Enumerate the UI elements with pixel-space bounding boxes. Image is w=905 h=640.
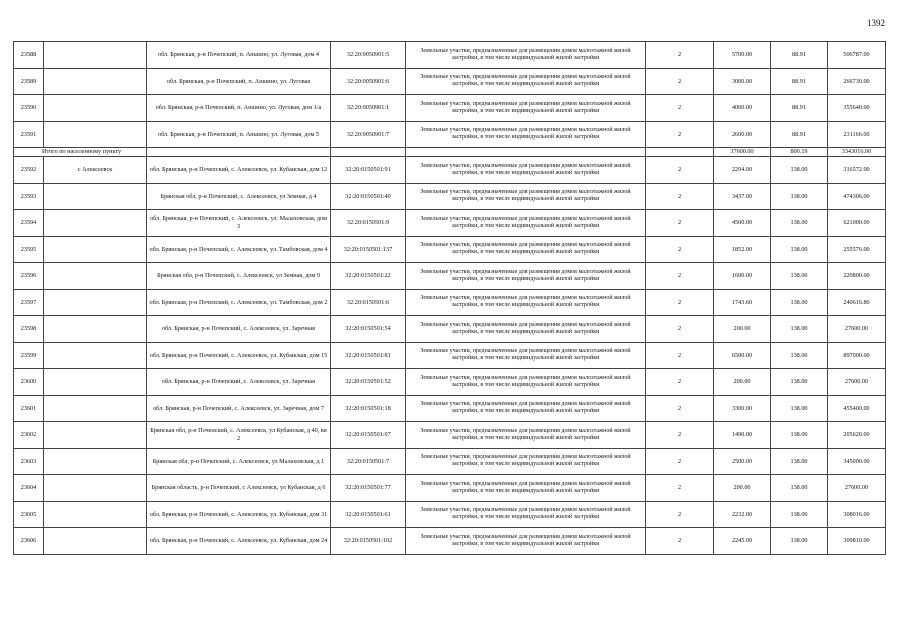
land-use-cell: Земельные участки, предназначенные для размещения домов малоэтажной жилой застройки, в том числе индивидуальной жилой застройки — [406, 42, 646, 69]
group-cell: 2 — [646, 289, 714, 316]
locality-cell — [44, 422, 147, 449]
row-number-cell: 23603 — [14, 448, 44, 475]
cadastral-number-cell: 32:20:0150501:52 — [331, 369, 406, 396]
land-use-cell: Земельные участки, предназначенные для размещения домов малоэтажной жилой застройки, в том числе индивидуальной жилой застройки — [406, 68, 646, 95]
locality-cell — [44, 289, 147, 316]
group-cell: 2 — [646, 263, 714, 290]
cadastral-number-cell: 32:20:0050901:5 — [331, 42, 406, 69]
land-use-cell: Земельные участки, предназначенные для размещения домов малоэтажной жилой застройки, в том числе индивидуальной жилой застройки — [406, 316, 646, 343]
rate-cell: 88.91 — [771, 42, 828, 69]
cadastral-value-cell: 316572.00 — [828, 157, 886, 184]
cadastral-value-cell: 506787.00 — [828, 42, 886, 69]
row-number-cell: 23593 — [14, 183, 44, 210]
land-use-cell: Земельные участки, предназначенные для размещения домов малоэтажной жилой застройки, в том числе индивидуальной жилой застройки — [406, 395, 646, 422]
address-cell: Брянская обл, р-н Почепский, с. Алексеевск, ул Земная, д 4 — [147, 183, 331, 210]
cadastral-value-cell: 345000.00 — [828, 448, 886, 475]
locality-cell — [44, 448, 147, 475]
row-number-cell: 23592 — [14, 157, 44, 184]
area-cell: 2500.00 — [714, 448, 771, 475]
address-cell: Брянская обл, р-н Почепский, с. Алексеевск, ул Земная, дом 9 — [147, 263, 331, 290]
land-use-cell: Земельные участки, предназначенные для размещения домов малоэтажной жилой застройки, в том числе индивидуальной жилой застройки — [406, 263, 646, 290]
cadastral-value-cell: 240616.80 — [828, 289, 886, 316]
address-cell: обл. Брянская, р-н Почепский, с. Алексеевск, ул. Заречная — [147, 369, 331, 396]
table-row — [14, 68, 886, 95]
land-use-cell: Земельные участки, предназначенные для размещения домов малоэтажной жилой застройки, в том числе индивидуальной жилой застройки — [406, 528, 646, 555]
locality-cell: с Алексеевск — [44, 157, 147, 184]
cadastral-number-cell: 32:20:0050901:6 — [331, 68, 406, 95]
cadastral-number-cell: 32:20:0150501:22 — [331, 263, 406, 290]
locality-cell — [44, 501, 147, 528]
cadastral-number-cell: 32:20:0150501:7 — [331, 448, 406, 475]
row-number-cell: 23598 — [14, 316, 44, 343]
land-use-cell: Земельные участки, предназначенные для размещения домов малоэтажной жилой застройки, в том числе индивидуальной жилой застройки — [406, 369, 646, 396]
group-cell: 2 — [646, 183, 714, 210]
table-row — [14, 236, 886, 263]
address-cell: Брянская обл, р-н Почепский, с. Алексеевск, ул Малаховская, д 1 — [147, 448, 331, 475]
area-cell: 5700.00 — [714, 42, 771, 69]
address-cell: обл. Брянская, р-н Почепский, с. Алексеевск, ул. Тамбовская, дом 2 — [147, 289, 331, 316]
area-cell: 4000.00 — [714, 95, 771, 122]
area-cell: 2232.00 — [714, 501, 771, 528]
summary-empty-cadastral — [331, 148, 406, 157]
table-row — [14, 316, 886, 343]
group-cell: 2 — [646, 95, 714, 122]
cadastral-number-cell: 32:20:0050901:1 — [331, 95, 406, 122]
address-cell: обл. Брянская, р-н Почепский, с. Алексеевск, ул. Заречная, дом 7 — [147, 395, 331, 422]
locality-cell — [44, 121, 147, 148]
cadastral-value-cell: 255576.00 — [828, 236, 886, 263]
address-cell: обл. Брянская, р-н Почепский, п. Аншино, ул. Луговая, дом 1/а — [147, 95, 331, 122]
area-cell: 2294.00 — [714, 157, 771, 184]
group-cell: 2 — [646, 395, 714, 422]
area-cell: 3300.00 — [714, 395, 771, 422]
land-use-cell: Земельные участки, предназначенные для размещения домов малоэтажной жилой застройки, в том числе индивидуальной жилой застройки — [406, 236, 646, 263]
area-cell: 1743.60 — [714, 289, 771, 316]
cadastral-value-cell: 309810.00 — [828, 528, 886, 555]
land-use-cell: Земельные участки, предназначенные для размещения домов малоэтажной жилой застройки, в том числе индивидуальной жилой застройки — [406, 422, 646, 449]
locality-cell — [44, 475, 147, 502]
cadastral-number-cell: 32:20:0150501:40 — [331, 183, 406, 210]
cadastral-number-cell: 32:20:0050901:7 — [331, 121, 406, 148]
summary-label: Итого по населенному пункту — [14, 148, 147, 157]
cadastral-number-cell: 32:20:0150501:61 — [331, 501, 406, 528]
row-number-cell: 23599 — [14, 342, 44, 369]
locality-cell — [44, 95, 147, 122]
rate-cell: 138.00 — [771, 369, 828, 396]
rate-cell: 138.00 — [771, 475, 828, 502]
group-cell: 2 — [646, 210, 714, 237]
row-number-cell: 23590 — [14, 95, 44, 122]
land-use-cell: Земельные участки, предназначенные для размещения домов малоэтажной жилой застройки, в том числе индивидуальной жилой застройки — [406, 289, 646, 316]
rate-cell: 138.00 — [771, 395, 828, 422]
rate-cell: 138.00 — [771, 236, 828, 263]
cadastral-value-cell: 220800.00 — [828, 263, 886, 290]
summary-section — [14, 148, 886, 157]
cadastral-value-cell: 455400.00 — [828, 395, 886, 422]
cadastral-value-cell: 355640.00 — [828, 95, 886, 122]
table-row — [14, 342, 886, 369]
cadastral-value-cell: 897000.00 — [828, 342, 886, 369]
row-number-cell: 23597 — [14, 289, 44, 316]
table-row — [14, 42, 886, 69]
land-use-cell: Земельные участки, предназначенные для размещения домов малоэтажной жилой застройки, в том числе индивидуальной жилой застройки — [406, 501, 646, 528]
address-cell: обл. Брянская, р-н Почепский, п. Аншино, ул. Луговая — [147, 68, 331, 95]
area-cell: 3437.00 — [714, 183, 771, 210]
land-use-cell: Земельные участки, предназначенные для размещения домов малоэтажной жилой застройки, в том числе индивидуальной жилой застройки — [406, 183, 646, 210]
address-cell: обл. Брянская, р-н Почепский, с. Алексеевск, ул. Кубанская, дом 24 — [147, 528, 331, 555]
group-cell: 2 — [646, 501, 714, 528]
rate-cell: 138.00 — [771, 342, 828, 369]
rate-cell: 88.91 — [771, 95, 828, 122]
group-cell: 2 — [646, 342, 714, 369]
locality-cell — [44, 210, 147, 237]
locality-cell — [44, 183, 147, 210]
area-cell: 2600.00 — [714, 121, 771, 148]
rate-cell: 138.00 — [771, 448, 828, 475]
cadastral-number-cell: 32:20:0150501:9 — [331, 210, 406, 237]
table-row — [14, 121, 886, 148]
address-cell: обл. Брянская, р-н Почепский, с. Алексеевск, ул. Тамбовская, дом 4 — [147, 236, 331, 263]
land-use-cell: Земельные участки, предназначенные для размещения домов малоэтажной жилой застройки, в том числе индивидуальной жилой застройки — [406, 157, 646, 184]
row-number-cell: 23605 — [14, 501, 44, 528]
row-number-cell: 23588 — [14, 42, 44, 69]
cadastral-number-cell: 32:20:0150501:102 — [331, 528, 406, 555]
table-row — [14, 183, 886, 210]
locality-cell — [44, 236, 147, 263]
row-number-cell: 23595 — [14, 236, 44, 263]
cadastral-value-cell: 266730.00 — [828, 68, 886, 95]
table-row — [14, 528, 886, 555]
group-cell: 2 — [646, 448, 714, 475]
land-use-cell: Земельные участки, предназначенные для размещения домов малоэтажной жилой застройки, в том числе индивидуальной жилой застройки — [406, 342, 646, 369]
group-cell: 2 — [646, 157, 714, 184]
area-cell: 4500.00 — [714, 210, 771, 237]
summary-area: 37600.00 — [714, 148, 771, 157]
rows-after — [14, 157, 886, 555]
summary-empty-group — [646, 148, 714, 157]
cadastral-value-cell: 621000.00 — [828, 210, 886, 237]
cadastral-value-cell: 205620.00 — [828, 422, 886, 449]
rate-cell: 138.00 — [771, 316, 828, 343]
table-row — [14, 210, 886, 237]
cadastral-number-cell: 32:20:0150501:77 — [331, 475, 406, 502]
locality-cell — [44, 369, 147, 396]
address-cell: обл. Брянская, р-н Почепский, с. Алексеевск, ул. Кубанская, дом 12 — [147, 157, 331, 184]
land-use-cell: Земельные участки, предназначенные для размещения домов малоэтажной жилой застройки, в том числе индивидуальной жилой застройки — [406, 448, 646, 475]
locality-cell — [44, 42, 147, 69]
address-cell: обл. Брянская, р-н Почепский, с. Алексеевск, ул. Кубанская, дом 31 — [147, 501, 331, 528]
rate-cell: 88.91 — [771, 68, 828, 95]
row-number-cell: 23606 — [14, 528, 44, 555]
rate-cell: 138.00 — [771, 210, 828, 237]
row-number-cell: 23602 — [14, 422, 44, 449]
land-use-cell: Земельные участки, предназначенные для размещения домов малоэтажной жилой застройки, в том числе индивидуальной жилой застройки — [406, 121, 646, 148]
cadastral-number-cell: 32:20:0150501:81 — [331, 342, 406, 369]
table-row — [14, 475, 886, 502]
locality-cell — [44, 528, 147, 555]
cadastral-number-cell: 32:20:0150501:97 — [331, 422, 406, 449]
group-cell: 2 — [646, 475, 714, 502]
cadastral-number-cell: 32:20:0150501:54 — [331, 316, 406, 343]
address-cell: обл. Брянская, р-н Почепский, с. Алексеевск, ул. Кубанская, дом 15 — [147, 342, 331, 369]
table-row — [14, 501, 886, 528]
address-cell: обл. Брянская, р-н Почепский, п. Аншино, ул. Луговая, дом 5 — [147, 121, 331, 148]
summary-empty-description — [406, 148, 646, 157]
summary-row — [14, 148, 886, 157]
group-cell: 2 — [646, 422, 714, 449]
land-plots-table — [13, 41, 886, 555]
summary-rate: 800.19 — [771, 148, 828, 157]
row-number-cell: 23596 — [14, 263, 44, 290]
address-cell: обл. Брянская, р-н Почепский, с. Алексеевск, ул. Малаховская, дом 3 — [147, 210, 331, 237]
group-cell: 2 — [646, 68, 714, 95]
locality-cell — [44, 263, 147, 290]
cadastral-value-cell: 474306.00 — [828, 183, 886, 210]
table-row — [14, 263, 886, 290]
cadastral-number-cell: 32:20:0150501:91 — [331, 157, 406, 184]
group-cell: 2 — [646, 528, 714, 555]
page-number: 1392 — [867, 18, 885, 28]
cadastral-number-cell: 32:20:0150501:18 — [331, 395, 406, 422]
cadastral-value-cell: 27600.00 — [828, 369, 886, 396]
address-cell: обл. Брянская, р-н Почепский, с. Алексеевск, ул. Заречная — [147, 316, 331, 343]
row-number-cell: 23589 — [14, 68, 44, 95]
area-cell: 2245.00 — [714, 528, 771, 555]
address-cell: обл. Брянская, р-н Почепский, п. Аншино, ул. Луговая, дом 4 — [147, 42, 331, 69]
rate-cell: 138.00 — [771, 289, 828, 316]
cadastral-value-cell: 27600.00 — [828, 316, 886, 343]
address-cell: Брянская обл, р-н Почепский, с. Алексеевск, ул Кубанская, д 40, кв 2 — [147, 422, 331, 449]
table-row — [14, 448, 886, 475]
cadastral-value-cell: 27600.00 — [828, 475, 886, 502]
land-use-cell: Земельные участки, предназначенные для размещения домов малоэтажной жилой застройки, в том числе индивидуальной жилой застройки — [406, 95, 646, 122]
table-row — [14, 157, 886, 184]
rate-cell: 138.00 — [771, 422, 828, 449]
row-number-cell: 23591 — [14, 121, 44, 148]
locality-cell — [44, 316, 147, 343]
rate-cell: 138.00 — [771, 528, 828, 555]
table-row — [14, 95, 886, 122]
table-row — [14, 289, 886, 316]
row-number-cell: 23604 — [14, 475, 44, 502]
cadastral-number-cell: 32:20:0150501:6 — [331, 289, 406, 316]
group-cell: 2 — [646, 369, 714, 396]
rate-cell: 138.00 — [771, 157, 828, 184]
area-cell: 200.00 — [714, 369, 771, 396]
summary-value: 3343016.00 — [828, 148, 886, 157]
cadastral-value-cell: 231166.00 — [828, 121, 886, 148]
group-cell: 2 — [646, 236, 714, 263]
area-cell: 1852.00 — [714, 236, 771, 263]
area-cell: 3000.00 — [714, 68, 771, 95]
rate-cell: 138.00 — [771, 183, 828, 210]
rate-cell: 138.00 — [771, 501, 828, 528]
row-number-cell: 23601 — [14, 395, 44, 422]
group-cell: 2 — [646, 316, 714, 343]
area-cell: 1600.00 — [714, 263, 771, 290]
rate-cell: 138.00 — [771, 263, 828, 290]
cadastral-value-cell: 308016.00 — [828, 501, 886, 528]
area-cell: 6500.00 — [714, 342, 771, 369]
cadastral-number-cell: 32:20:0150501:137 — [331, 236, 406, 263]
area-cell: 1490.00 — [714, 422, 771, 449]
rate-cell: 88.91 — [771, 121, 828, 148]
table-row — [14, 395, 886, 422]
land-use-cell: Земельные участки, предназначенные для размещения домов малоэтажной жилой застройки, в том числе индивидуальной жилой застройки — [406, 210, 646, 237]
row-number-cell: 23600 — [14, 369, 44, 396]
table-row — [14, 369, 886, 396]
area-cell: 200.00 — [714, 475, 771, 502]
summary-empty-address — [147, 148, 331, 157]
rows-before — [14, 42, 886, 148]
land-use-cell: Земельные участки, предназначенные для размещения домов малоэтажной жилой застройки, в том числе индивидуальной жилой застройки — [406, 475, 646, 502]
row-number-cell: 23594 — [14, 210, 44, 237]
address-cell: Брянская область, р-н Почепский, с Алексеевск, ул Кубанская, д 6 — [147, 475, 331, 502]
area-cell: 200.00 — [714, 316, 771, 343]
group-cell: 2 — [646, 42, 714, 69]
group-cell: 2 — [646, 121, 714, 148]
locality-cell — [44, 395, 147, 422]
locality-cell — [44, 68, 147, 95]
locality-cell — [44, 342, 147, 369]
table-row — [14, 422, 886, 449]
